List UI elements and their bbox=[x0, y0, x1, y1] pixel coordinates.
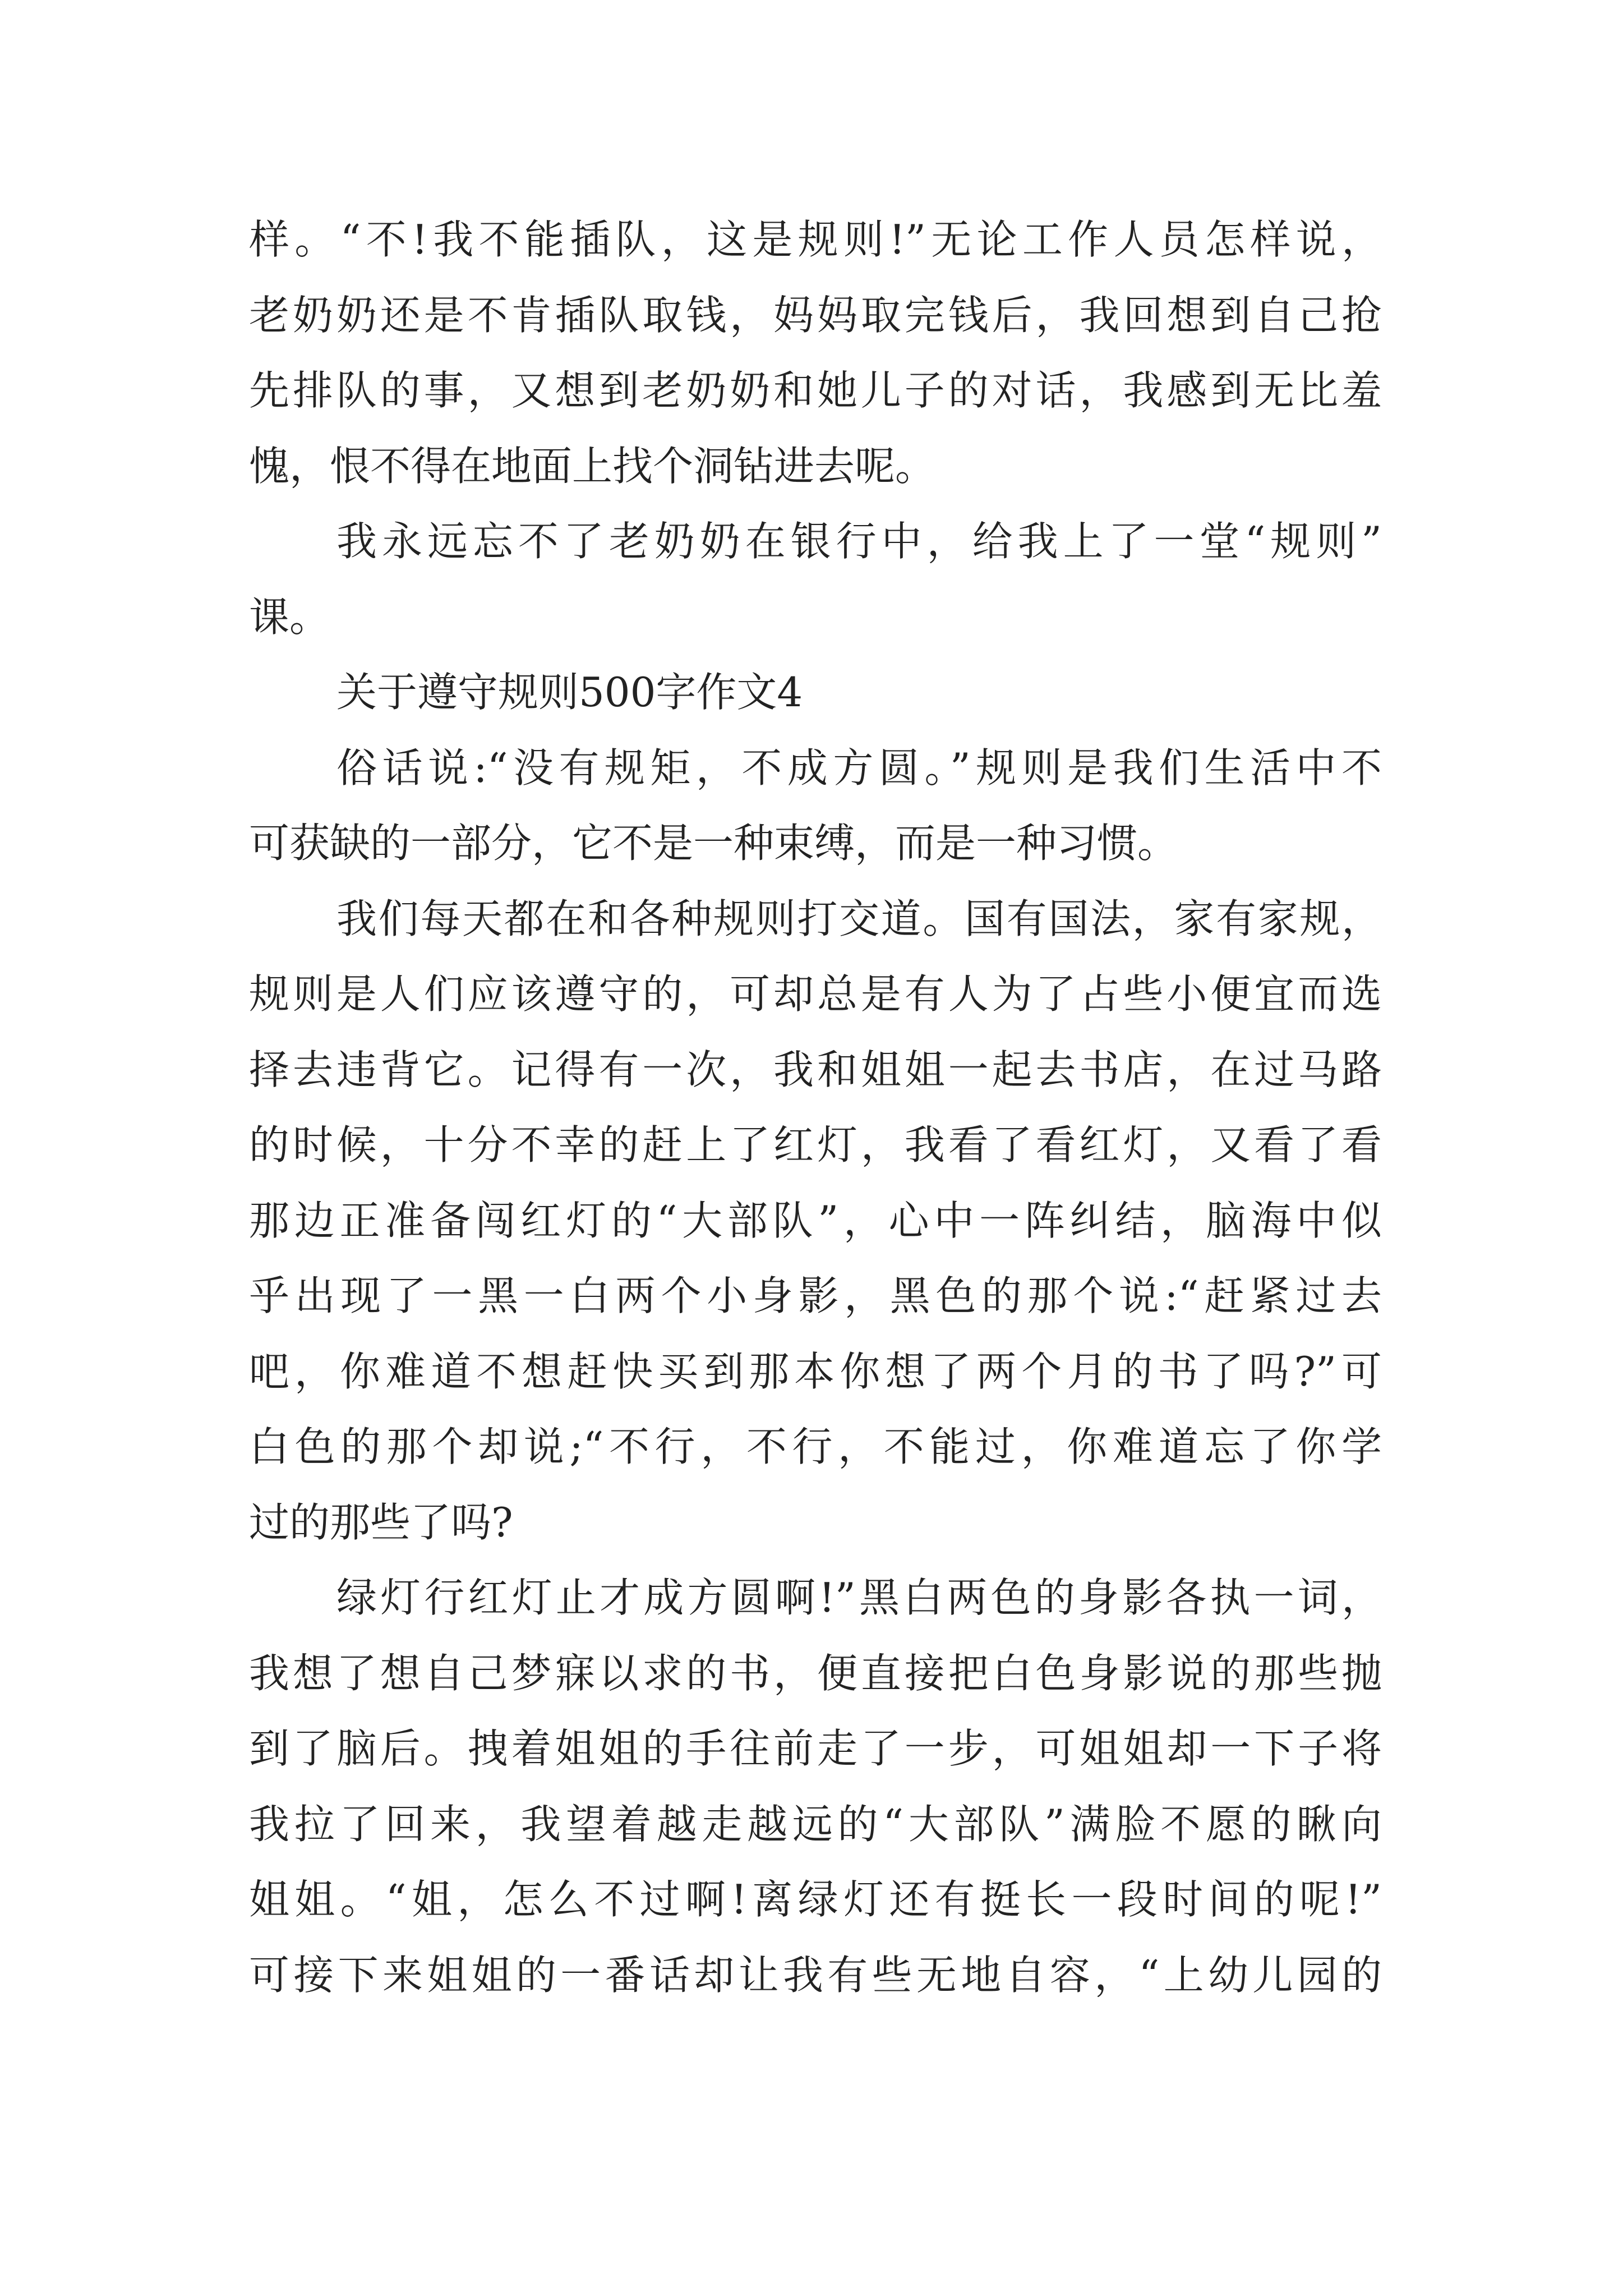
text-line: 我想了想自己梦寐以求的书，便直接把白色身影说的那些抛 bbox=[249, 1649, 1382, 1697]
article-body bbox=[249, 202, 1382, 2013]
text-line: 姐姐。“姐，怎么不过啊!离绿灯还有挺长一段时间的呢!” bbox=[249, 1876, 1382, 1923]
text-line: 乎出现了一黑一白两个小身影，黑色的那个说:“赶紧过去 bbox=[249, 1272, 1382, 1319]
text-line: 吧，你难道不想赶快买到那本你想了两个月的书了吗?”可 bbox=[249, 1347, 1382, 1395]
text-line: 样。“不!我不能插队，这是规则!”无论工作人员怎样说， bbox=[249, 216, 1382, 263]
text-line: 我永远忘不了老奶奶在银行中，给我上了一堂“规则” bbox=[336, 518, 1382, 565]
text-line: 先排队的事，又想到老奶奶和她儿子的对话，我感到无比羞 bbox=[249, 367, 1382, 414]
text-line: 我拉了回来，我望着越走越远的“大部队”满脸不愿的瞅向 bbox=[249, 1800, 1382, 1848]
text-line: 绿灯行红灯止才成方圆啊!”黑白两色的身影各执一词， bbox=[336, 1574, 1382, 1621]
text-line: 到了脑后。拽着姐姐的手往前走了一步，可姐姐却一下子将 bbox=[249, 1725, 1382, 1772]
text-line: 俗话说:“没有规矩，不成方圆。”规则是我们生活中不 bbox=[336, 744, 1382, 792]
text-line: 关于遵守规则500字作文4 bbox=[336, 669, 803, 716]
text-line: 那边正准备闯红灯的“大部队”，心中一阵纠结，脑海中似 bbox=[249, 1197, 1382, 1244]
text-line: 老奶奶还是不肯插队取钱，妈妈取完钱后，我回想到自己抢 bbox=[249, 291, 1382, 339]
text-line: 白色的那个却说;“不行，不行，不能过，你难道忘了你学 bbox=[249, 1423, 1382, 1470]
text-line: 规则是人们应该遵守的，可却总是有人为了占些小便宜而选 bbox=[249, 970, 1382, 1018]
text-line: 过的那些了吗? bbox=[249, 1498, 513, 1546]
text-line: 课。 bbox=[249, 593, 330, 641]
text-line: 愧，恨不得在地面上找个洞钻进去呢。 bbox=[249, 442, 936, 490]
text-line: 的时候，十分不幸的赶上了红灯，我看了看红灯，又看了看 bbox=[249, 1121, 1382, 1168]
text-line: 可接下来姐姐的一番话却让我有些无地自容，“上幼儿园的 bbox=[249, 1951, 1382, 1999]
text-line: 择去违背它。记得有一次，我和姐姐一起去书店，在过马路 bbox=[249, 1046, 1382, 1093]
text-line: 可获缺的一部分，它不是一种束缚，而是一种习惯。 bbox=[249, 820, 1178, 867]
text-line: 我们每天都在和各种规则打交道。国有国法，家有家规， bbox=[336, 895, 1382, 942]
